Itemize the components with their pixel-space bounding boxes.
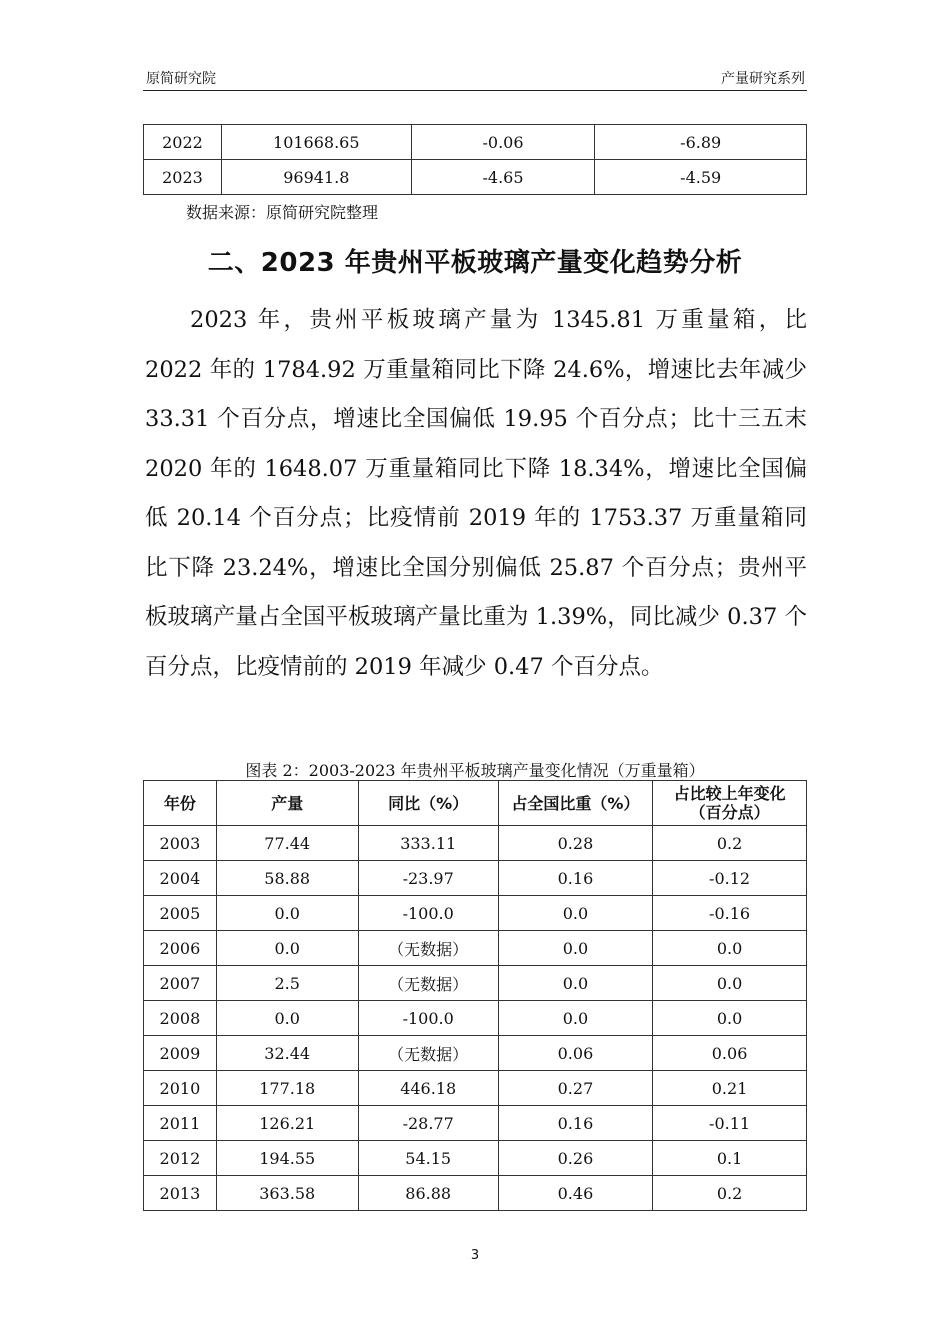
- table-caption: 图表 2：2003-2023 年贵州平板玻璃产量变化情况（万重量箱）: [245, 761, 705, 780]
- table-cell: 2013: [144, 1176, 217, 1211]
- table-cell: 0.26: [498, 1141, 652, 1176]
- table-cell: 2.5: [216, 966, 358, 1001]
- header-yoy: 同比（%）: [358, 781, 498, 826]
- table-cell: 363.58: [216, 1176, 358, 1211]
- table-cell: 77.44: [216, 826, 358, 861]
- table-cell: （无数据）: [358, 1036, 498, 1071]
- table-cell: 0.2: [653, 826, 807, 861]
- table-cell: -0.06: [411, 125, 595, 160]
- table-row: [144, 826, 807, 861]
- table-cell: -100.0: [358, 896, 498, 931]
- production-table: [143, 780, 807, 1211]
- table-row: [144, 1106, 807, 1141]
- table-cell: 0.0: [653, 1001, 807, 1036]
- continued-table: [143, 124, 807, 195]
- table-row: [144, 1071, 807, 1106]
- table-cell: 0.0: [216, 931, 358, 966]
- table-row: [144, 1001, 807, 1036]
- table-cell: （无数据）: [358, 966, 498, 1001]
- table-cell: 2008: [144, 1001, 217, 1036]
- table-cell: 0.0: [498, 966, 652, 1001]
- table-cell: 54.15: [358, 1141, 498, 1176]
- header-right-series: 产量研究系列: [721, 71, 805, 87]
- table-cell: -0.11: [653, 1106, 807, 1141]
- table-cell: -4.59: [595, 160, 807, 195]
- table-cell: 0.0: [653, 931, 807, 966]
- table-cell: 0.2: [653, 1176, 807, 1211]
- table-row: [144, 1176, 807, 1211]
- section-heading: 二、2023 年贵州平板玻璃产量变化趋势分析: [207, 248, 743, 278]
- table-cell: 58.88: [216, 861, 358, 896]
- table-row: [144, 1036, 807, 1071]
- table-cell: 2012: [144, 1141, 217, 1176]
- table-cell: 333.11: [358, 826, 498, 861]
- table-cell: 2010: [144, 1071, 217, 1106]
- table-cell: -28.77: [358, 1106, 498, 1141]
- table-cell: 194.55: [216, 1141, 358, 1176]
- table-cell: 0.27: [498, 1071, 652, 1106]
- table-cell: 2003: [144, 826, 217, 861]
- table-row: [144, 1141, 807, 1176]
- header-output: 产量: [216, 781, 358, 826]
- table-cell: 0.0: [216, 1001, 358, 1036]
- table-cell: 86.88: [358, 1176, 498, 1211]
- table-cell: 0.16: [498, 1106, 652, 1141]
- table-cell: 0.06: [653, 1036, 807, 1071]
- table-cell: 0.1: [653, 1141, 807, 1176]
- table-cell: 32.44: [216, 1036, 358, 1071]
- header-year: 年份: [144, 781, 217, 826]
- table-cell: 126.21: [216, 1106, 358, 1141]
- table-cell: 96941.8: [221, 160, 411, 195]
- table-header-row: [144, 781, 807, 826]
- table-row: [144, 931, 807, 966]
- table-cell: 2023: [144, 160, 222, 195]
- table-cell: 0.21: [653, 1071, 807, 1106]
- table-cell: 0.16: [498, 861, 652, 896]
- table-cell: 177.18: [216, 1071, 358, 1106]
- table-cell: 2007: [144, 966, 217, 1001]
- table-cell: 0.0: [653, 966, 807, 1001]
- table-cell: -4.65: [411, 160, 595, 195]
- body-paragraph: 2023 年，贵州平板玻璃产量为 1345.81 万重量箱，比 2022 年的 1784.92 万重量箱同比下降 24.6%，增速比去年减少 33.31 个百分点，增速比全国偏低 19.95 个百分点；比十三五末 2020 年的 1648.07 万重量箱同比下降 18.34%，增速比全国偏低 20.14 个百分点；比疫情前 2019 年的 1753.37 万重量箱同比下降 23.24%，增速比全国分别偏低 25.87 个百分点；贵州平板玻璃产量占全国平板玻璃产量比重为 1.39%，同比减少 0.37 个百分点，比疫情前的 2019 年减少 0.47 个百分点。: [145, 307, 807, 680]
- header-left-org: 原简研究院: [146, 71, 216, 87]
- table-cell: -100.0: [358, 1001, 498, 1036]
- table-cell: 2004: [144, 861, 217, 896]
- table-cell: （无数据）: [358, 931, 498, 966]
- table-cell: 2006: [144, 931, 217, 966]
- table-cell: 0.0: [216, 896, 358, 931]
- table-row: [144, 966, 807, 1001]
- table-row: [144, 160, 807, 195]
- table-row: [144, 896, 807, 931]
- table-cell: 101668.65: [221, 125, 411, 160]
- table-cell: 0.0: [498, 931, 652, 966]
- page-number: 3: [470, 1248, 480, 1263]
- table-cell: 2011: [144, 1106, 217, 1141]
- table-cell: 446.18: [358, 1071, 498, 1106]
- table-cell: 0.28: [498, 826, 652, 861]
- header-share-change: 占比较上年变化（百分点）: [653, 781, 807, 826]
- table-cell: 2022: [144, 125, 222, 160]
- table-cell: 0.46: [498, 1176, 652, 1211]
- table-cell: 2005: [144, 896, 217, 931]
- table-cell: -6.89: [595, 125, 807, 160]
- table-row: [144, 861, 807, 896]
- header-national-share: 占全国比重（%）: [498, 781, 652, 826]
- table-cell: 0.0: [498, 1001, 652, 1036]
- table-row: [144, 125, 807, 160]
- table-cell: 0.06: [498, 1036, 652, 1071]
- table-cell: -0.12: [653, 861, 807, 896]
- table-cell: -23.97: [358, 861, 498, 896]
- table-cell: -0.16: [653, 896, 807, 931]
- header-divider: [143, 90, 807, 91]
- data-source-note: 数据来源：原简研究院整理: [186, 203, 379, 222]
- table-cell: 0.0: [498, 896, 652, 931]
- table-cell: 2009: [144, 1036, 217, 1071]
